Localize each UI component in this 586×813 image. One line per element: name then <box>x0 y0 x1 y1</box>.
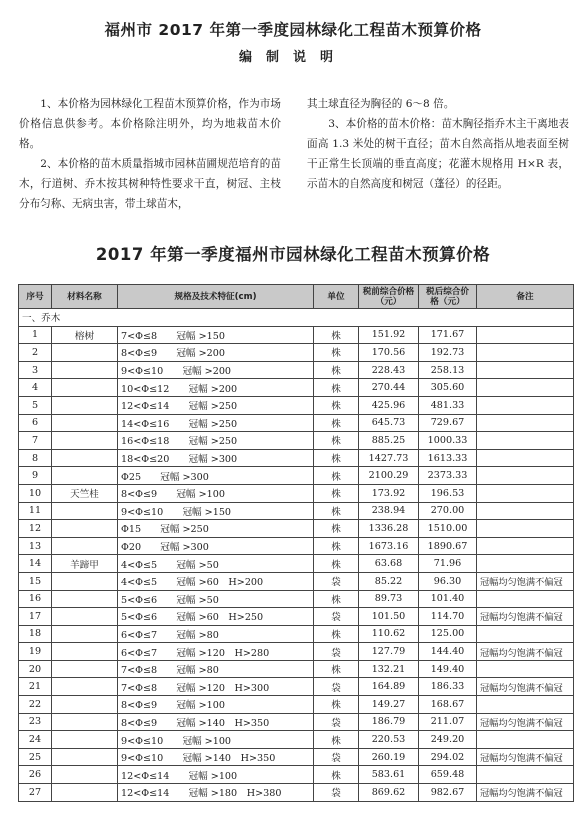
table-row <box>19 379 574 397</box>
row-spec: Φ25 冠幅 >300 <box>118 467 314 485</box>
table-row <box>19 396 574 414</box>
table-row <box>19 766 574 784</box>
table-body <box>19 309 574 802</box>
row-spec: 14<Φ≤16 冠幅 >250 <box>118 414 314 432</box>
row-number: 1 <box>19 326 52 344</box>
row-remark: 冠幅均匀饱满不偏冠 <box>477 784 574 802</box>
row-remark: 冠幅均匀饱满不偏冠 <box>477 572 574 590</box>
row-name <box>52 537 118 555</box>
row-number: 25 <box>19 748 52 766</box>
table-row <box>19 696 574 714</box>
row-unit: 株 <box>314 379 359 397</box>
row-pre-tax-price: 1673.16 <box>359 537 419 555</box>
row-post-tax-price: 96.30 <box>419 572 477 590</box>
row-post-tax-price: 171.67 <box>419 326 477 344</box>
row-remark: 冠幅均匀饱满不偏冠 <box>477 643 574 661</box>
table-row <box>19 449 574 467</box>
table-row <box>19 748 574 766</box>
table-row <box>19 572 574 590</box>
row-pre-tax-price: 220.53 <box>359 731 419 749</box>
row-pre-tax-price: 1427.73 <box>359 449 419 467</box>
notes-column-left <box>19 94 281 214</box>
notes-section <box>19 94 569 214</box>
table-row <box>19 414 574 432</box>
row-remark <box>477 326 574 344</box>
row-spec: 7<Φ≤8 冠幅 >120 H>300 <box>118 678 314 696</box>
table-row <box>19 731 574 749</box>
row-post-tax-price: 982.67 <box>419 784 477 802</box>
row-unit: 株 <box>314 361 359 379</box>
row-name <box>52 379 118 397</box>
table-row <box>19 590 574 608</box>
row-unit: 株 <box>314 766 359 784</box>
row-post-tax-price: 294.02 <box>419 748 477 766</box>
category-row <box>19 309 574 327</box>
row-number: 16 <box>19 590 52 608</box>
row-unit: 株 <box>314 396 359 414</box>
row-remark <box>477 520 574 538</box>
row-name <box>52 520 118 538</box>
row-pre-tax-price: 149.27 <box>359 696 419 714</box>
row-name <box>52 414 118 432</box>
row-post-tax-price: 659.48 <box>419 766 477 784</box>
row-name <box>52 572 118 590</box>
row-spec: 12<Φ≤14 冠幅 >250 <box>118 396 314 414</box>
row-remark <box>477 379 574 397</box>
row-post-tax-price: 168.67 <box>419 696 477 714</box>
table-row <box>19 326 574 344</box>
row-name <box>52 678 118 696</box>
table-row <box>19 625 574 643</box>
table-row <box>19 678 574 696</box>
header-remark: 备注 <box>477 285 574 309</box>
row-name: 天竺桂 <box>52 484 118 502</box>
row-pre-tax-price: 85.22 <box>359 572 419 590</box>
row-unit: 袋 <box>314 572 359 590</box>
row-number: 9 <box>19 467 52 485</box>
row-number: 20 <box>19 660 52 678</box>
row-spec: 9<Φ≤10 冠幅 >200 <box>118 361 314 379</box>
row-post-tax-price: 149.40 <box>419 660 477 678</box>
header-pre-tax: 税前综合价格（元） <box>359 285 419 309</box>
row-name <box>52 731 118 749</box>
row-post-tax-price: 1000.33 <box>419 432 477 450</box>
table-row <box>19 660 574 678</box>
row-remark <box>477 467 574 485</box>
table-row <box>19 502 574 520</box>
table-row <box>19 784 574 802</box>
row-unit: 袋 <box>314 608 359 626</box>
note-paragraph-2: 2、本价格的苗木质量指城市园林苗圃规范培育的苗木，行道树、乔木按其树种特性要求干直，树冠、主枝分布匀称、无病虫害，带土球苗木， <box>19 158 281 210</box>
row-name <box>52 766 118 784</box>
row-number: 15 <box>19 572 52 590</box>
row-spec: 4<Φ≤5 冠幅 >60 H>200 <box>118 572 314 590</box>
row-remark <box>477 449 574 467</box>
table-row <box>19 361 574 379</box>
row-name <box>52 590 118 608</box>
row-remark: 冠幅均匀饱满不偏冠 <box>477 748 574 766</box>
row-spec: 8<Φ≤9 冠幅 >100 <box>118 696 314 714</box>
row-number: 22 <box>19 696 52 714</box>
notes-column-right <box>307 94 569 214</box>
row-unit: 株 <box>314 502 359 520</box>
table-row <box>19 344 574 362</box>
table-header <box>19 285 574 309</box>
row-number: 14 <box>19 555 52 573</box>
row-unit: 株 <box>314 590 359 608</box>
row-remark <box>477 660 574 678</box>
row-name <box>52 361 118 379</box>
row-remark: 冠幅均匀饱满不偏冠 <box>477 678 574 696</box>
row-number: 24 <box>19 731 52 749</box>
row-remark <box>477 484 574 502</box>
row-pre-tax-price: 645.73 <box>359 414 419 432</box>
note-paragraph-3: 3、本价格的苗木价格：苗木胸径指乔木主干离地表面高 1.3 米处的树干直径；苗木自然高指从地表面至树干正常生长顶端的垂直高度；花灌木规格用 H×R 表，示苗木的自然高度和树冠（蓬径）的径距。 <box>307 118 569 190</box>
row-pre-tax-price: 885.25 <box>359 432 419 450</box>
row-post-tax-price: 192.73 <box>419 344 477 362</box>
table-row <box>19 608 574 626</box>
row-unit: 株 <box>314 660 359 678</box>
row-number: 12 <box>19 520 52 538</box>
row-name <box>52 449 118 467</box>
row-number: 6 <box>19 414 52 432</box>
row-unit: 袋 <box>314 748 359 766</box>
row-name: 羊蹄甲 <box>52 555 118 573</box>
row-post-tax-price: 71.96 <box>419 555 477 573</box>
row-unit: 株 <box>314 326 359 344</box>
row-spec: 9<Φ≤10 冠幅 >140 H>350 <box>118 748 314 766</box>
table-row <box>19 467 574 485</box>
row-remark: 冠幅均匀饱满不偏冠 <box>477 713 574 731</box>
row-name: 榕树 <box>52 326 118 344</box>
row-post-tax-price: 270.00 <box>419 502 477 520</box>
row-pre-tax-price: 2100.29 <box>359 467 419 485</box>
table-row <box>19 643 574 661</box>
row-remark <box>477 766 574 784</box>
row-name <box>52 625 118 643</box>
table-row <box>19 713 574 731</box>
row-pre-tax-price: 164.89 <box>359 678 419 696</box>
row-pre-tax-price: 869.62 <box>359 784 419 802</box>
row-pre-tax-price: 260.19 <box>359 748 419 766</box>
row-post-tax-price: 1510.00 <box>419 520 477 538</box>
note-paragraph-1: 1、本价格为园林绿化工程苗木预算价格，作为市场价格信息供参考。本价格除注明外，均为地栽苗木价格。 <box>19 98 281 150</box>
row-number: 5 <box>19 396 52 414</box>
row-remark: 冠幅均匀饱满不偏冠 <box>477 608 574 626</box>
row-pre-tax-price: 127.79 <box>359 643 419 661</box>
row-pre-tax-price: 425.96 <box>359 396 419 414</box>
row-remark <box>477 396 574 414</box>
header-spec: 规格及技术特征(cm) <box>118 285 314 309</box>
row-spec: 7<Φ≤8 冠幅 >150 <box>118 326 314 344</box>
row-post-tax-price: 211.07 <box>419 713 477 731</box>
row-name <box>52 696 118 714</box>
row-spec: Φ20 冠幅 >300 <box>118 537 314 555</box>
row-unit: 株 <box>314 467 359 485</box>
row-name <box>52 660 118 678</box>
row-spec: 6<Φ≤7 冠幅 >120 H>280 <box>118 643 314 661</box>
row-number: 7 <box>19 432 52 450</box>
table-title: 2017 年第一季度福州市园林绿化工程苗木预算价格 <box>95 245 491 264</box>
row-remark <box>477 555 574 573</box>
row-unit: 株 <box>314 555 359 573</box>
row-spec: 12<Φ≤14 冠幅 >180 H>380 <box>118 784 314 802</box>
row-post-tax-price: 196.53 <box>419 484 477 502</box>
row-spec: 5<Φ≤6 冠幅 >60 H>250 <box>118 608 314 626</box>
row-pre-tax-price: 101.50 <box>359 608 419 626</box>
row-number: 19 <box>19 643 52 661</box>
header-post-tax: 税后综合价格（元） <box>419 285 477 309</box>
row-post-tax-price: 2373.33 <box>419 467 477 485</box>
row-number: 23 <box>19 713 52 731</box>
table-row <box>19 537 574 555</box>
row-unit: 株 <box>314 731 359 749</box>
table-row <box>19 555 574 573</box>
row-name <box>52 713 118 731</box>
row-number: 10 <box>19 484 52 502</box>
row-spec: 8<Φ≤9 冠幅 >200 <box>118 344 314 362</box>
row-post-tax-price: 258.13 <box>419 361 477 379</box>
row-unit: 株 <box>314 520 359 538</box>
row-post-tax-price: 481.33 <box>419 396 477 414</box>
row-pre-tax-price: 238.94 <box>359 502 419 520</box>
row-post-tax-price: 729.67 <box>419 414 477 432</box>
row-name <box>52 784 118 802</box>
row-unit: 株 <box>314 414 359 432</box>
row-post-tax-price: 1613.33 <box>419 449 477 467</box>
row-pre-tax-price: 173.92 <box>359 484 419 502</box>
row-spec: 16<Φ≤18 冠幅 >250 <box>118 432 314 450</box>
row-pre-tax-price: 583.61 <box>359 766 419 784</box>
row-number: 18 <box>19 625 52 643</box>
row-pre-tax-price: 186.79 <box>359 713 419 731</box>
row-remark <box>477 361 574 379</box>
row-remark <box>477 590 574 608</box>
row-unit: 袋 <box>314 678 359 696</box>
row-name <box>52 344 118 362</box>
row-unit: 袋 <box>314 643 359 661</box>
header-no: 序号 <box>19 285 52 309</box>
row-number: 13 <box>19 537 52 555</box>
table-row <box>19 520 574 538</box>
row-spec: 18<Φ≤20 冠幅 >300 <box>118 449 314 467</box>
row-remark <box>477 696 574 714</box>
table-row <box>19 432 574 450</box>
row-number: 17 <box>19 608 52 626</box>
row-unit: 株 <box>314 432 359 450</box>
row-spec: 10<Φ≤12 冠幅 >200 <box>118 379 314 397</box>
row-pre-tax-price: 1336.28 <box>359 520 419 538</box>
note-paragraph-2-continued: 其土球直径为胸径的 6～8 倍。 <box>307 98 455 110</box>
row-spec: 4<Φ≤5 冠幅 >50 <box>118 555 314 573</box>
row-remark <box>477 502 574 520</box>
row-pre-tax-price: 110.62 <box>359 625 419 643</box>
row-unit: 株 <box>314 537 359 555</box>
row-name <box>52 608 118 626</box>
row-pre-tax-price: 151.92 <box>359 326 419 344</box>
row-name <box>52 467 118 485</box>
row-post-tax-price: 114.70 <box>419 608 477 626</box>
row-remark <box>477 731 574 749</box>
row-spec: Φ15 冠幅 >250 <box>118 520 314 538</box>
row-pre-tax-price: 228.43 <box>359 361 419 379</box>
row-spec: 9<Φ≤10 冠幅 >100 <box>118 731 314 749</box>
row-number: 27 <box>19 784 52 802</box>
row-unit: 株 <box>314 449 359 467</box>
row-unit: 袋 <box>314 713 359 731</box>
header-unit: 单位 <box>314 285 359 309</box>
row-remark <box>477 432 574 450</box>
row-unit: 袋 <box>314 784 359 802</box>
row-pre-tax-price: 170.56 <box>359 344 419 362</box>
row-name <box>52 748 118 766</box>
row-post-tax-price: 1890.67 <box>419 537 477 555</box>
row-unit: 株 <box>314 625 359 643</box>
row-pre-tax-price: 132.21 <box>359 660 419 678</box>
row-spec: 7<Φ≤8 冠幅 >80 <box>118 660 314 678</box>
row-spec: 8<Φ≤9 冠幅 >140 H>350 <box>118 713 314 731</box>
row-unit: 株 <box>314 696 359 714</box>
row-spec: 5<Φ≤6 冠幅 >50 <box>118 590 314 608</box>
row-pre-tax-price: 63.68 <box>359 555 419 573</box>
row-post-tax-price: 249.20 <box>419 731 477 749</box>
row-post-tax-price: 305.60 <box>419 379 477 397</box>
category-label: 一、乔木 <box>19 309 574 327</box>
row-number: 11 <box>19 502 52 520</box>
row-spec: 9<Φ≤10 冠幅 >150 <box>118 502 314 520</box>
row-number: 26 <box>19 766 52 784</box>
row-remark <box>477 625 574 643</box>
header-row <box>19 285 574 309</box>
row-spec: 8<Φ≤9 冠幅 >100 <box>118 484 314 502</box>
table-row <box>19 484 574 502</box>
row-number: 2 <box>19 344 52 362</box>
header-name: 材料名称 <box>52 285 118 309</box>
row-spec: 12<Φ≤14 冠幅 >100 <box>118 766 314 784</box>
row-remark <box>477 344 574 362</box>
row-unit: 株 <box>314 484 359 502</box>
row-number: 8 <box>19 449 52 467</box>
row-name <box>52 432 118 450</box>
row-pre-tax-price: 270.44 <box>359 379 419 397</box>
row-post-tax-price: 144.40 <box>419 643 477 661</box>
row-post-tax-price: 186.33 <box>419 678 477 696</box>
row-name <box>52 396 118 414</box>
row-post-tax-price: 125.00 <box>419 625 477 643</box>
row-number: 3 <box>19 361 52 379</box>
row-post-tax-price: 101.40 <box>419 590 477 608</box>
row-remark <box>477 414 574 432</box>
row-spec: 6<Φ≤7 冠幅 >80 <box>118 625 314 643</box>
row-number: 21 <box>19 678 52 696</box>
document-subtitle: 编制说明 <box>238 50 347 65</box>
document-title: 福州市 2017 年第一季度园林绿化工程苗木预算价格 <box>104 21 482 39</box>
row-unit: 株 <box>314 344 359 362</box>
price-table <box>18 284 574 802</box>
row-remark <box>477 537 574 555</box>
row-name <box>52 502 118 520</box>
row-name <box>52 643 118 661</box>
row-pre-tax-price: 89.73 <box>359 590 419 608</box>
row-number: 4 <box>19 379 52 397</box>
